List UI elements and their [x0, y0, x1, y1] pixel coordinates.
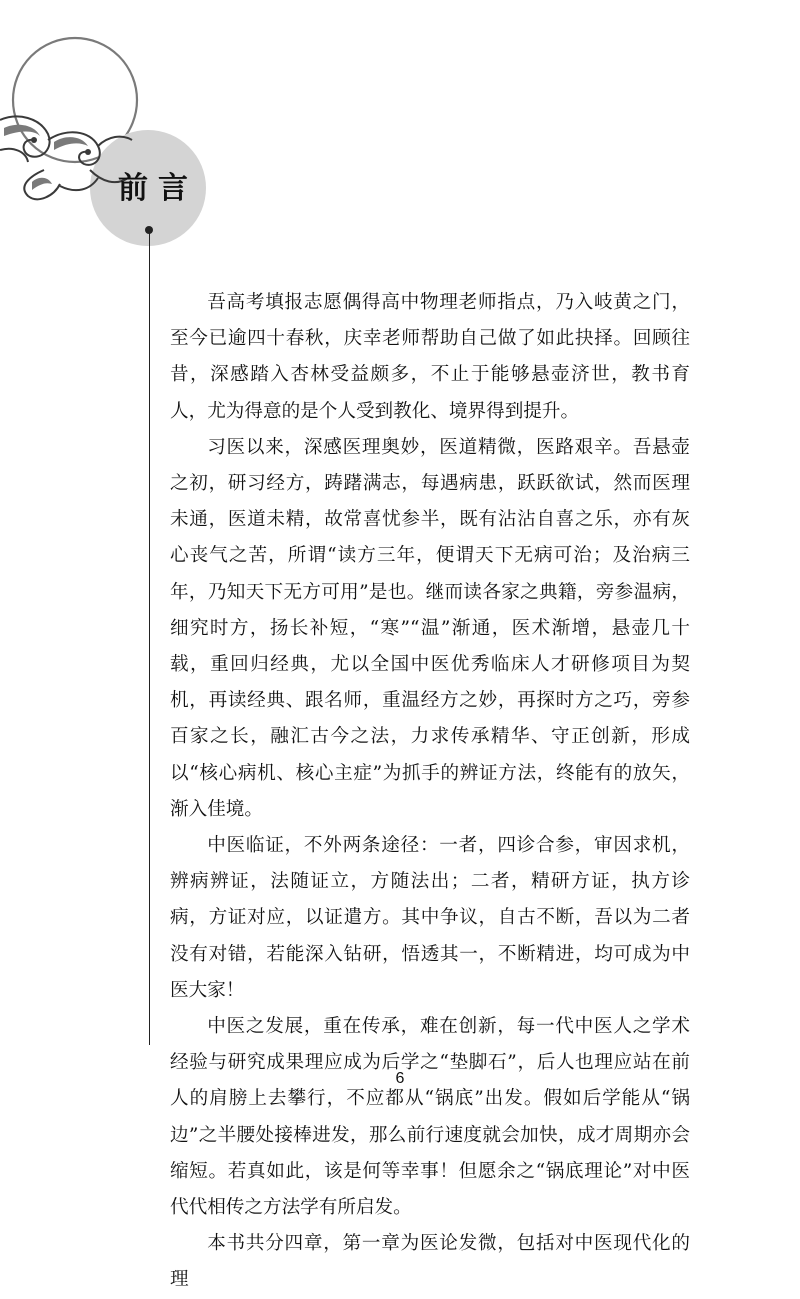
page-title: 前言 — [118, 171, 198, 206]
page-number: 6 — [395, 1070, 405, 1087]
paragraph: 习医以来，深感医理奥妙，医道精微，医路艰辛。吾悬壶之初，研习经方，踌躇满志，每遇病患，跃跃欲试，然而医理未通，医道未精，故常喜忧参半，既有沾沾自喜之乐，亦有灰心丧气之苦，所谓“读方三年，便谓天下无病可治；及治病三年，乃知天下无方可用”是也。继而读各家之典籍，旁参温病，细究时方，扬长补短，“寒”“温”渐通，医术渐增，悬壶几十载，重回归经典，尤以全国中医优秀临床人才研修项目为契机，再读经典、跟名师，重温经方之妙，再探时方之巧，旁参百家之长，融汇古今之法，力求传承精华、守正创新，形成以“核心病机、核心主症”为抓手的辨证方法，终能有的放矢，渐入佳境。 — [170, 436, 690, 820]
paragraph: 中医之发展，重在传承，难在创新，每一代中医人之学术经验与研究成果理应成为后学之“垫脚石”，后人也理应站在前人的肩膀上去攀行，不应都从“锅底”出发。假如后学能从“锅边”之半腰处接棒进发，那么前行速度就会加快，成才周期亦会缩短。若真如此，该是何等幸事！但愿余之“锅底理论”对中医代代相传之方法学有所启发。 — [170, 1016, 690, 1219]
paragraph: 中医临证，不外两条途径：一者，四诊合参，审因求机，辨病辨证，法随证立，方随法出；二者，精研方证，执方诊病，方证对应，以证遣方。其中争议，自古不断，吾以为二者没有对错，若能深入钻研，悟透其一，不断精进，均可成为中医大家！ — [170, 835, 690, 1001]
body-text — [170, 285, 690, 1299]
cloud-ornament-icon — [0, 0, 230, 300]
vertical-rule — [149, 230, 150, 1045]
paragraph: 吾高考填报志愿偶得高中物理老师指点，乃入岐黄之门，至今已逾四十春秋，庆幸老师帮助自己做了如此抉择。回顾往昔，深感踏入杏林受益颇多，不止于能够悬壶济世，教书育人，尤为得意的是个人受到教化、境界得到提升。 — [170, 292, 690, 422]
paragraph: 本书共分四章，第一章为医论发微，包括对中医现代化的理 — [170, 1233, 690, 1291]
